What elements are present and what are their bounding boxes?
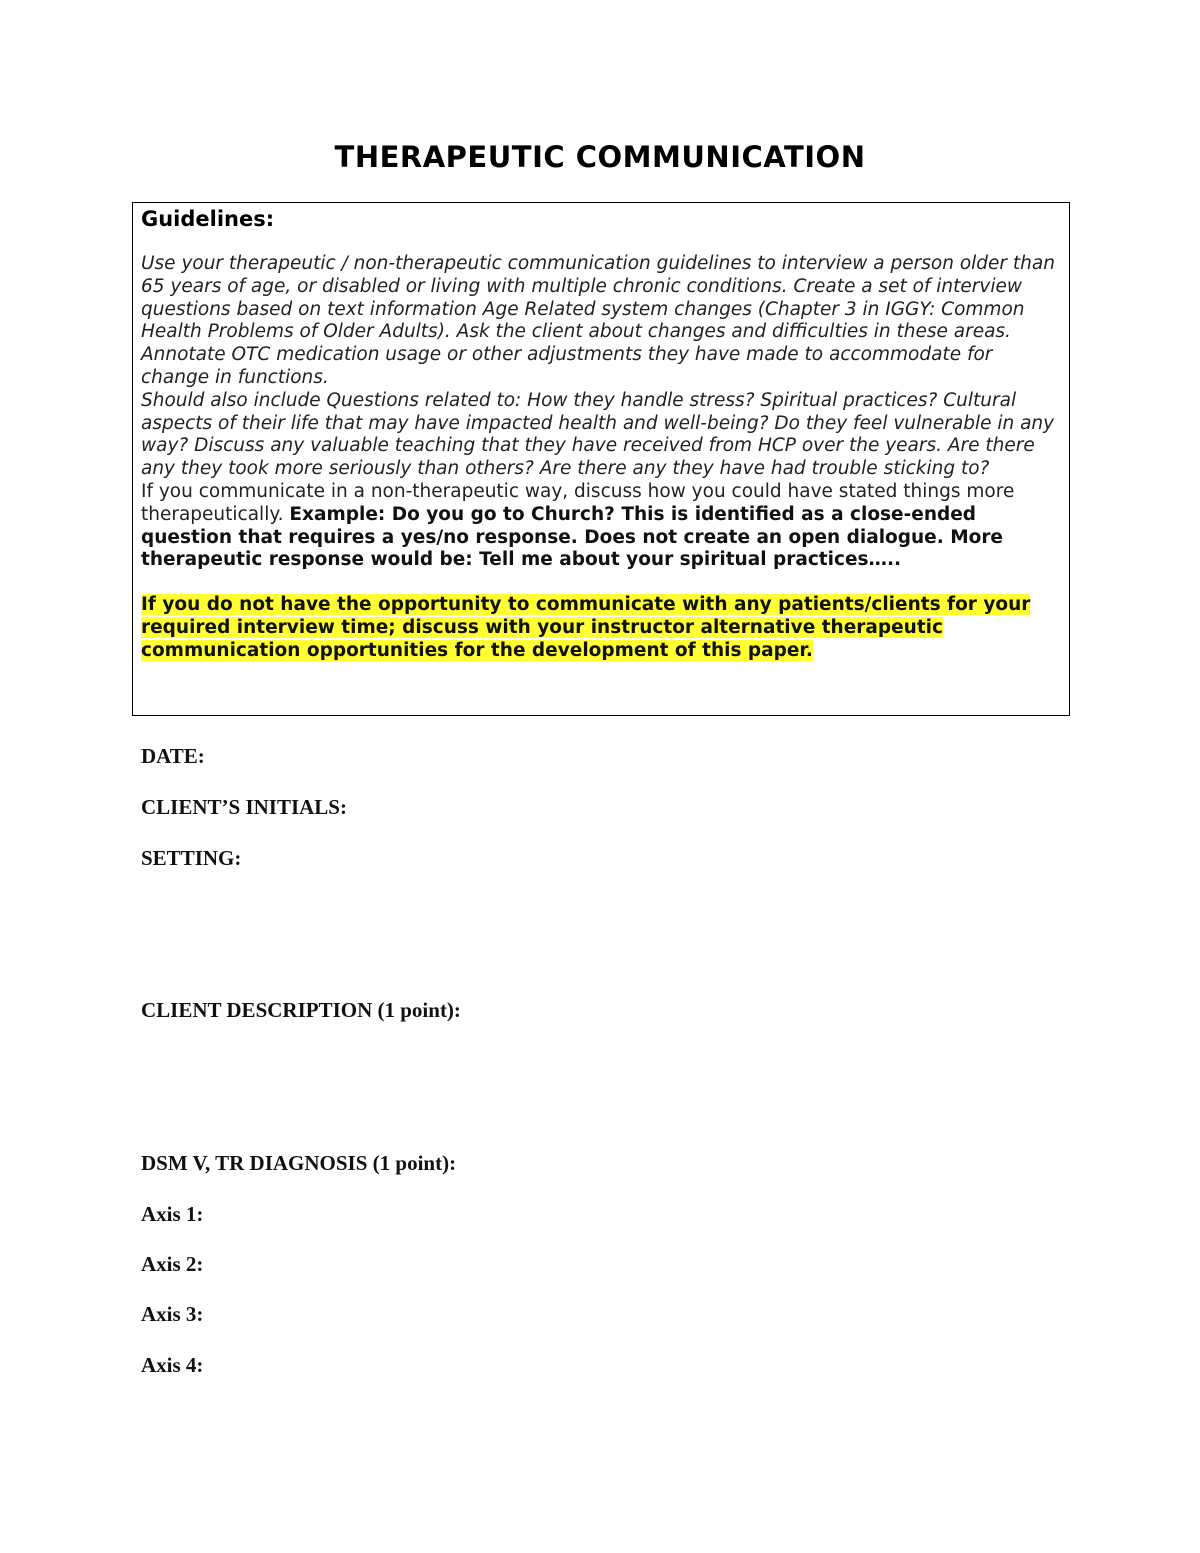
axis-4-label: Axis 4: bbox=[141, 1353, 204, 1377]
page-title: THERAPEUTIC COMMUNICATION bbox=[334, 140, 866, 174]
guidelines-question-topics: Should also include Questions related to: How they handle stress? Spiritual practices? Cultural aspects of their life that may have impacted health and well-being? Do they feel vulnerable in any way? Discuss any valuable teaching that they have received from HCP over the years. Are there any they took more seriously than others? Are there any they have had trouble sticking to? bbox=[141, 389, 1055, 480]
guidelines-alternative-note bbox=[141, 594, 1062, 662]
axis-1-label: Axis 1: bbox=[141, 1202, 204, 1226]
axis-3-label: Axis 3: bbox=[141, 1302, 204, 1326]
client-description-label: CLIENT DESCRIPTION (1 point): bbox=[141, 998, 461, 1022]
setting-label: SETTING: bbox=[141, 846, 242, 870]
axis-2-label: Axis 2: bbox=[141, 1252, 204, 1276]
client-initials-label: CLIENT’S INITIALS: bbox=[141, 795, 347, 819]
guidelines-non-therapeutic-note bbox=[141, 481, 1062, 572]
date-label: DATE: bbox=[141, 744, 205, 768]
guidelines-instructions: Use your therapeutic / non-therapeutic communication guidelines to interview a person older than 65 years of age, or disabled or living with multiple chronic conditions. Create a set of interview questions based on text information Age Related system changes (Chapter 3 in IGGY: Common Health Problems of Older Adults). Ask the client about changes and difficulties in these areas. Annotate OTC medication usage or other adjustments they have made to accommodate for change in functions. bbox=[141, 253, 1055, 388]
guidelines-box bbox=[132, 202, 1070, 716]
example-text: Example: Do you go to Church? This is identified as a close-ended question that requires a yes/no response. Does not create an open dialogue. More therapeutic response would be: Tell me about your spiritual practices….. bbox=[141, 503, 1003, 571]
guidelines-heading: Guidelines: bbox=[141, 207, 275, 231]
non-therapeutic-text: If you communicate in a non-therapeutic way, discuss how you could have stated things more therapeutically. bbox=[141, 480, 1015, 525]
highlighted-text: If you do not have the opportunity to communicate with any patients/clients for your required interview time; discuss with your instructor alternative therapeutic communication opportunities for the development of this paper. bbox=[141, 594, 1031, 661]
dsm-diagnosis-label: DSM V, TR DIAGNOSIS (1 point): bbox=[141, 1151, 457, 1175]
